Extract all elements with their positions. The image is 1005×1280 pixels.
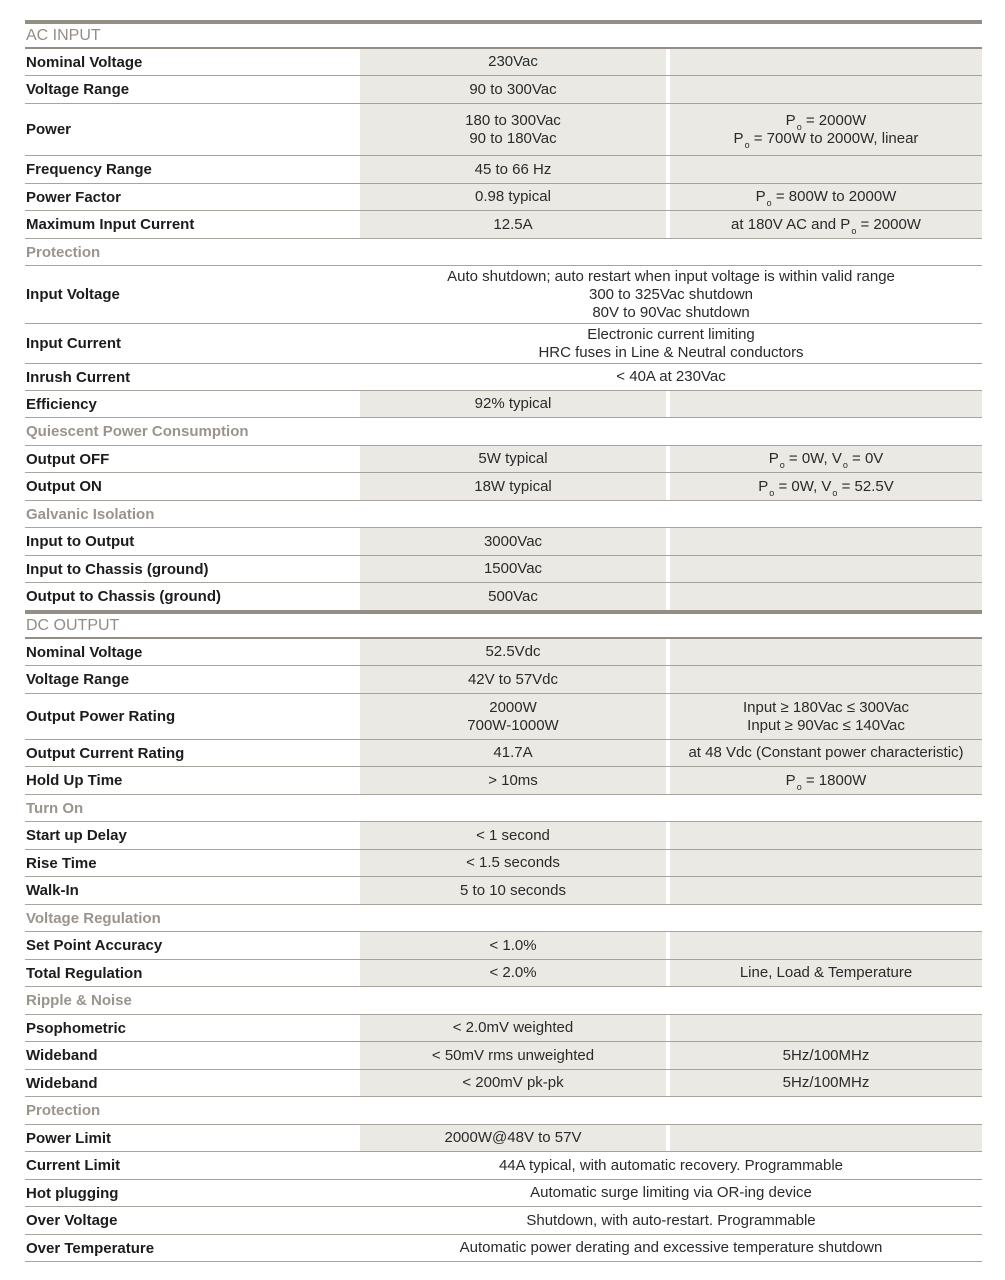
cell-line: Automatic surge limiting via OR-ing device [530, 1184, 812, 1201]
cell-line: 18W typical [474, 477, 552, 495]
cell-line: 92% typical [474, 395, 552, 412]
spec-label: Walk-In [26, 882, 79, 899]
cell-line: at 180V AC and $P_o = 2000W$ [731, 215, 921, 236]
spec-condition [670, 767, 982, 794]
cell-line: 500Vac [488, 587, 538, 605]
spec-row-nominal-voltage [25, 49, 982, 76]
spec-row-hot-plugging [25, 1180, 982, 1207]
spec-row-voltage-range [25, 666, 982, 694]
spec-row-efficiency [25, 391, 982, 418]
cell-line: 300 to 325Vac shutdown [588, 285, 753, 303]
cell-line: 90 to 300Vac [469, 80, 557, 98]
cell-line: 2000W@48V to 57V [444, 1129, 582, 1146]
subsection-title: Quiescent Power Consumption [26, 423, 249, 440]
spec-condition [670, 156, 982, 183]
spec-row-wideband [25, 1070, 982, 1097]
spec-condition [670, 694, 982, 739]
spec-value [360, 364, 982, 390]
spec-label: Output ON [26, 478, 102, 495]
cell-line: 80V to 90Vac shutdown [592, 303, 750, 321]
spec-label: Current Limit [26, 1157, 121, 1174]
cell-line: $P_o = 700W$ to 2000W, linear [733, 129, 919, 150]
spec-value [360, 639, 668, 665]
spec-condition [670, 446, 982, 472]
spec-label: Power Factor [26, 188, 122, 206]
cell-line: > 10ms [488, 771, 538, 789]
spec-label: Over Temperature [26, 1239, 155, 1257]
subsection-title: Turn On [26, 799, 84, 817]
spec-row-total-regulation [25, 960, 982, 987]
spec-condition [670, 528, 982, 555]
spec-condition [670, 877, 982, 904]
spec-row-input-current [25, 324, 982, 364]
spec-label: Output OFF [26, 450, 110, 468]
spec-table [25, 20, 982, 1262]
spec-condition [670, 1015, 982, 1041]
cell-line: $P_o = 0W$, $V_o = 52.5V$ [758, 477, 894, 498]
spec-row-output-on [25, 473, 982, 501]
spec-row-over-voltage [25, 1207, 982, 1235]
cell-line: < 2.0mV weighted [452, 1019, 574, 1036]
spec-condition [670, 391, 982, 417]
subsection-title: Protection [26, 243, 101, 261]
spec-condition [670, 960, 982, 986]
cell-line: 44A typical, with automatic recovery. Programmable [498, 1156, 844, 1174]
spec-condition [670, 211, 982, 238]
spec-value [360, 556, 668, 582]
spec-label: Input to Chassis (ground) [26, 560, 209, 578]
subsection-header-protection [25, 239, 982, 266]
cell-line: < 200mV pk-pk [462, 1074, 564, 1091]
section-title: DC OUTPUT [26, 616, 120, 634]
spec-value [360, 211, 668, 238]
spec-value [360, 877, 668, 904]
cell-line: 180 to 300Vac [465, 111, 561, 129]
cell-line: 5Hz/100MHz [782, 1074, 870, 1091]
spec-row-voltage-range [25, 76, 982, 104]
spec-label: Hot plugging [26, 1184, 119, 1202]
spec-label: Input to Output [26, 533, 135, 550]
spec-row-inrush-current [25, 364, 982, 391]
spec-row-output-power-rating [25, 694, 982, 740]
spec-row-walk-in [25, 877, 982, 905]
cell-line: 90 to 180Vac [469, 129, 557, 147]
spec-row-power [25, 104, 982, 156]
spec-condition [670, 104, 982, 155]
spec-label: Output Current Rating [26, 744, 185, 762]
spec-row-input-to-output [25, 528, 982, 556]
spec-row-set-point-accuracy [25, 932, 982, 960]
spec-condition [670, 1042, 982, 1069]
section-title: AC INPUT [26, 26, 101, 44]
spec-label: Inrush Current [26, 368, 131, 386]
spec-row-input-voltage [25, 266, 982, 324]
cell-line: 5Hz/100MHz [782, 1046, 870, 1064]
spec-row-power-factor [25, 184, 982, 211]
spec-label: Wideband [26, 1047, 98, 1064]
spec-value [360, 1207, 982, 1234]
spec-label: Frequency Range [26, 161, 152, 178]
cell-line: 42V to 57Vdc [467, 670, 559, 688]
cell-line: < 50mV rms unweighted [431, 1046, 595, 1064]
spec-row-input-to-chassis-ground [25, 556, 982, 583]
subsection-header-quiescent-power-consumption [25, 418, 982, 446]
cell-line: Shutdown, with auto-restart. Programmable [526, 1211, 816, 1229]
spec-value [360, 156, 668, 183]
spec-value [360, 266, 982, 323]
spec-value [360, 324, 982, 363]
spec-label: Input Voltage [26, 286, 120, 303]
cell-line: Electronic current limiting [587, 325, 755, 343]
cell-line: 1500Vac [483, 560, 543, 577]
spec-label: Power Limit [26, 1129, 112, 1147]
spec-condition [670, 1125, 982, 1151]
subsection-header-protection [25, 1097, 982, 1125]
spec-label: Rise Time [26, 854, 97, 872]
cell-line: 45 to 66 Hz [474, 160, 552, 178]
spec-label: Power [26, 121, 72, 138]
cell-line: $P_o = 2000W$ [785, 111, 867, 132]
cell-line: < 1.0% [489, 936, 537, 954]
spec-condition [670, 932, 982, 959]
spec-label: Over Voltage [26, 1212, 118, 1229]
spec-value [360, 184, 668, 210]
spec-label: Input Current [26, 335, 121, 352]
spec-value [360, 932, 668, 959]
subsection-title: Ripple & Noise [26, 992, 132, 1009]
subsection-header-turn-on [25, 795, 982, 822]
spec-value [360, 1125, 668, 1151]
section-header-dc-output [25, 610, 982, 639]
spec-label: Maximum Input Current [26, 216, 195, 233]
spec-value [360, 104, 668, 155]
spec-value [360, 960, 668, 986]
spec-row-wideband [25, 1042, 982, 1070]
spec-value [360, 1070, 668, 1096]
subsection-title: Protection [26, 1102, 101, 1119]
cell-line: HRC fuses in Line & Neutral conductors [538, 343, 804, 361]
spec-row-start-up-delay [25, 822, 982, 850]
cell-line: $P_o = 0W$, $V_o = 0V$ [768, 450, 884, 470]
cell-line: < 2.0% [489, 964, 537, 981]
spec-value [360, 76, 668, 103]
spec-value [360, 1042, 668, 1069]
cell-line: 52.5Vdc [485, 643, 541, 660]
cell-line: 5W typical [478, 450, 548, 467]
spec-value [360, 1152, 982, 1179]
cell-line: Automatic power derating and excessive temperature shutdown [459, 1239, 883, 1256]
spec-label: Total Regulation [26, 964, 143, 982]
spec-value [360, 528, 668, 555]
cell-line: 41.7A [493, 744, 533, 761]
spec-value [360, 850, 668, 876]
spec-row-psophometric [25, 1015, 982, 1042]
spec-value [360, 740, 668, 766]
spec-row-over-temperature [25, 1235, 982, 1262]
spec-label: Voltage Range [26, 671, 130, 688]
spec-label: Set Point Accuracy [26, 937, 163, 954]
spec-condition [670, 850, 982, 876]
spec-value [360, 666, 668, 693]
cell-line: Input ≥ 180Vac ≤ 300Vac [742, 698, 910, 716]
cell-line: < 1 second [476, 826, 550, 844]
spec-label: Efficiency [26, 395, 97, 413]
cell-line: $P_o = 1800W$ [785, 771, 867, 792]
spec-row-output-to-chassis-ground [25, 583, 982, 610]
cell-line: at 48 Vdc (Constant power characteristic) [688, 744, 964, 761]
cell-line: Input ≥ 90Vac ≤ 140Vac [747, 716, 905, 734]
spec-value [360, 583, 668, 610]
spec-condition [670, 822, 982, 849]
cell-line: 5 to 10 seconds [460, 881, 566, 899]
cell-line: 230Vac [488, 53, 538, 70]
subsection-title: Galvanic Isolation [26, 505, 155, 523]
spec-row-maximum-input-current [25, 211, 982, 239]
spec-label: Psophometric [26, 1019, 127, 1037]
spec-value [360, 767, 668, 794]
cell-line: $P_o = 800W$ to 2000W [755, 188, 897, 208]
subsection-title: Voltage Regulation [26, 909, 161, 927]
spec-value [360, 49, 668, 75]
spec-condition [670, 49, 982, 75]
spec-condition [670, 639, 982, 665]
subsection-header-ripple-noise [25, 987, 982, 1015]
spec-value [360, 822, 668, 849]
spec-label: Start up Delay [26, 827, 127, 844]
cell-line: < 40A at 230Vac [616, 368, 726, 385]
subsection-header-galvanic-isolation [25, 501, 982, 528]
spec-label: Hold Up Time [26, 772, 123, 789]
spec-label: Voltage Range [26, 81, 130, 98]
cell-line: 2000W [489, 698, 537, 716]
spec-value [360, 473, 668, 500]
spec-label: Output Power Rating [26, 708, 176, 725]
subsection-header-voltage-regulation [25, 905, 982, 932]
spec-label: Nominal Voltage [26, 53, 143, 71]
spec-row-current-limit [25, 1152, 982, 1180]
spec-row-rise-time [25, 850, 982, 877]
cell-line: 3000Vac [483, 532, 543, 550]
spec-value [360, 694, 668, 739]
spec-row-hold-up-time [25, 767, 982, 795]
cell-line: 700W-1000W [467, 716, 559, 734]
cell-line: 12.5A [493, 215, 533, 233]
spec-row-power-limit [25, 1125, 982, 1152]
spec-value [360, 391, 668, 417]
section-header-ac-input [25, 20, 982, 49]
spec-condition [670, 740, 982, 766]
spec-condition [670, 583, 982, 610]
spec-condition [670, 76, 982, 103]
spec-row-frequency-range [25, 156, 982, 184]
spec-label: Wideband [26, 1074, 98, 1092]
cell-line: 0.98 typical [475, 188, 551, 205]
spec-value [360, 1015, 668, 1041]
spec-condition [670, 473, 982, 500]
cell-line: Line, Load & Temperature [739, 964, 913, 981]
spec-label: Output to Chassis (ground) [26, 588, 221, 605]
spec-value [360, 1180, 982, 1206]
spec-condition [670, 666, 982, 693]
spec-condition [670, 556, 982, 582]
spec-row-output-off [25, 446, 982, 473]
spec-row-nominal-voltage [25, 639, 982, 666]
cell-line: Auto shutdown; auto restart when input voltage is within valid range [447, 267, 895, 285]
cell-line: < 1.5 seconds [466, 854, 560, 871]
spec-condition [670, 184, 982, 210]
spec-value [360, 446, 668, 472]
spec-label: Nominal Voltage [26, 643, 143, 661]
spec-condition [670, 1070, 982, 1096]
spec-value [360, 1235, 982, 1261]
spec-row-output-current-rating [25, 740, 982, 767]
